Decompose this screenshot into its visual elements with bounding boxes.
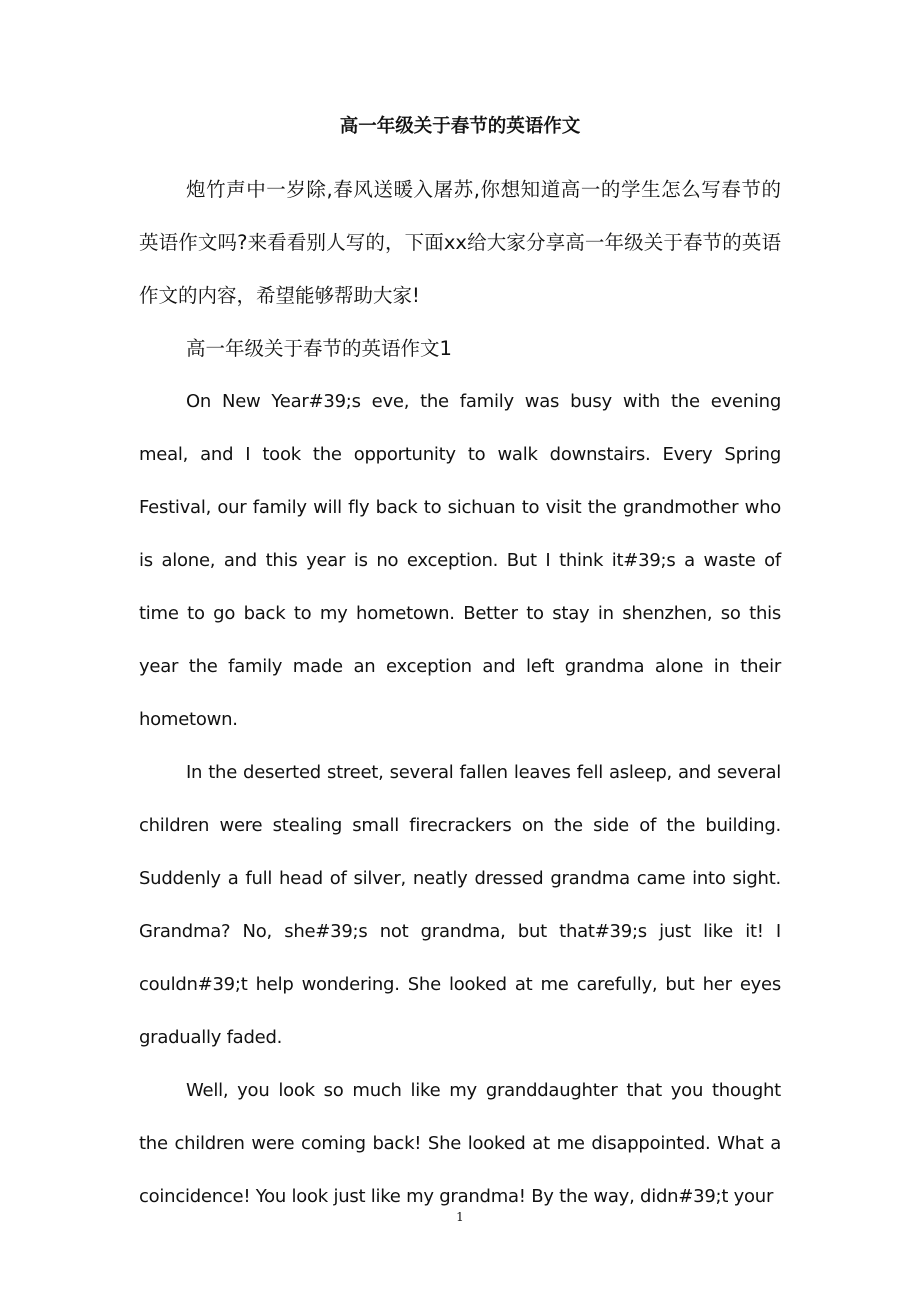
body-paragraph-2: In the deserted street, several fallen leaves fell asleep, and several children were stealing small firecrackers on the side of the building. Suddenly a full head of silver, neatly dressed grandma came into sight. Grandma? No, she#39;s not grandma, but that#39;s just like it! I couldn#39;t help wondering. She looked at me carefully, but her eyes gradually faded. [139,762,781,1048]
page-number: 1 [456,1210,464,1224]
body-paragraph-3: Well, you look so much like my granddaughter that you thought the children were coming back! She looked at me disappointed. What a coincidence! You look just like my grandma! By the way, didn#39;t your [139,1080,781,1207]
document-title: 高一年级关于春节的英语作文 [339,116,581,137]
section-heading: 高一年级关于春节的英语作文1 [186,337,452,360]
document-body [139,163,781,1223]
body-paragraph-1: On New Year#39;s eve, the family was busy with the evening meal, and I took the opportunity to walk downstairs. Every Spring Festival, our family will fly back to sichuan to visit the grandmother who is alone, and this year is no exception. But I think it#39;s a waste of time to go back to my hometown. Better to stay in shenzhen, so this year the family made an exception and left grandma alone in their hometown. [139,391,781,730]
intro-paragraph: 炮竹声中一岁除,春风送暖入屠苏,你想知道高一的学生怎么写春节的英语作文吗?来看看别人写的，下面xx给大家分享高一年级关于春节的英语作文的内容，希望能够帮助大家! [139,178,781,307]
